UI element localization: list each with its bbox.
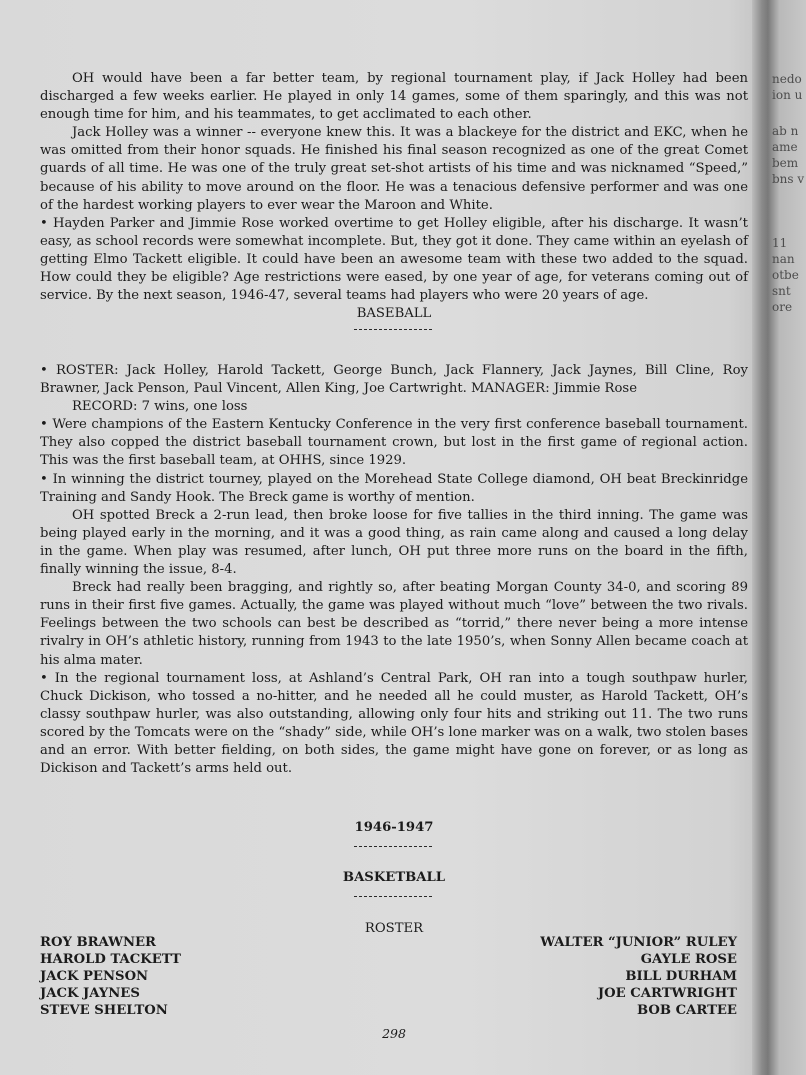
roster-name: STEVE SHELTON — [40, 1003, 168, 1018]
bullet-paragraph: • In winning the district tourney, played on the Morehead State College diamond, OH beat Breckinridge Training and Sandy Hook. The Breck game is worthy of mention. — [40, 471, 748, 505]
facing-page-fragment: bns v — [772, 172, 805, 186]
roster-name: HAROLD TACKETT — [40, 952, 181, 967]
season-heading: 1946-1947 — [354, 820, 434, 835]
roster-right-column — [500, 934, 737, 1019]
basketball-heading: BASKETBALL — [342, 870, 446, 885]
heading-rule — [354, 846, 432, 847]
roster-left-column — [40, 934, 181, 1019]
bullet-paragraph: • Were champions of the Eastern Kentucky Conference in the very first conference baseball tournament. They also copped the district baseball tournament crown, but lost in the first game of regional action. This was the first baseball team, at OHHS, since 1929. — [40, 417, 748, 469]
roster-name: WALTER “JUNIOR” RULEY — [540, 935, 737, 950]
facing-page-fragment: 11 — [772, 236, 788, 250]
facing-page-fragment: ame — [772, 140, 798, 154]
roster-name: BILL DURHAM — [625, 969, 737, 984]
bullet-paragraph: • Hayden Parker and Jimmie Rose worked overtime to get Holley eligible, after his discharge. It wasn’t easy, as school records were somewhat incomplete. But, they got it done. They came within an eyelash of getting Elmo Tackett eligible. It could have been an awesome team with these two added to the squad. How could they be eligible? Age restrictions were eased, by one year of age, for veterans coming out of service. By the next season, 1946-47, several teams had players who were 20 years of age. — [40, 215, 748, 304]
facing-page-fragment: bem — [772, 156, 799, 170]
roster-name: GAYLE ROSE — [640, 952, 737, 967]
intro-section — [40, 70, 748, 305]
facing-page-fragment: nan — [772, 252, 795, 266]
facing-page-fragment: ab n — [772, 124, 799, 138]
baseball-section — [40, 362, 748, 778]
facing-page-fragment: nedo — [772, 72, 802, 86]
baseball-roster: • ROSTER: Jack Holley, Harold Tackett, George Bunch, Jack Flannery, Jack Jaynes, Bill Cline, Roy Brawner, Jack Penson, Paul Vincent, Allen King, Joe Cartwright. MANAGER: Jimmie Rose — [40, 363, 748, 397]
roster-name: JOE CARTWRIGHT — [597, 986, 737, 1001]
roster-name: ROY BRAWNER — [40, 935, 157, 950]
paragraph: Breck had really been bragging, and rightly so, after beating Morgan County 34-0, and scoring 89 runs in their first five games. Actually, the game was played without much “love” between the two rivals. Feelings between the two schools can best be described as “torrid,” there never being a more intense rivalry in OH’s athletic history, running from 1943 to the late 1950’s, when Sonny Allen became coach at his alma mater. — [40, 580, 748, 668]
roster-name: JACK PENSON — [40, 969, 149, 984]
facing-page-fragment: snt — [772, 284, 791, 298]
baseball-record: RECORD: 7 wins, one loss — [72, 399, 248, 415]
roster-name: JACK JAYNES — [40, 986, 140, 1001]
facing-page-fragment: ion u — [772, 88, 803, 102]
facing-page-edge — [768, 0, 806, 1075]
roster-heading: ROSTER — [364, 921, 424, 936]
paragraph: Jack Holley was a winner -- everyone knew this. It was a blackeye for the district and EKC, when he was omitted from their honor squads. He finished his final season recognized as one of the great Comet guards of all time. He was one of the truly great set-shot artists of his time and was nicknamed “Speed,” because of his ability to move around on the floor. He was a tenacious defensive performer and was one of the hardest working players to ever wear the Maroon and White. — [40, 125, 748, 213]
page-number: 298 — [382, 1026, 406, 1041]
heading-rule — [354, 329, 432, 330]
roster-name: BOB CARTEE — [637, 1003, 737, 1018]
paragraph: OH would have been a far better team, by regional tournament play, if Jack Holley had been discharged a few weeks earlier. He played in only 14 games, some of them sparingly, and this was not enough time for him, and his teammates, to get acclimated to each other. — [40, 71, 748, 123]
paragraph: OH spotted Breck a 2-run lead, then broke loose for five tallies in the third inning. The game was being played early in the morning, and it was a good thing, as rain came along and caused a long delay in the game. When play was resumed, after lunch, OH put three more runs on the board in the fifth, finally winning the issue, 8-4. — [40, 507, 748, 578]
facing-page-fragment: otbe — [772, 268, 799, 282]
bullet-paragraph: • In the regional tournament loss, at Ashland’s Central Park, OH ran into a tough southpaw hurler, Chuck Dickison, who tossed a no-hitter, and he needed all he could muster, as Harold Tackett, OH’s classy southpaw hurler, was also outstanding, allowing only four hits and striking out 11. The two runs scored by the Tomcats were on the “shady” side, while OH’s lone marker was on a walk, two stolen bases and an error. With better fielding, on both sides, the game might have gone on forever, or as long as Dickison and Tackett’s arms held out. — [40, 670, 748, 777]
baseball-heading: BASEBALL — [356, 306, 432, 321]
heading-rule — [354, 896, 432, 897]
facing-page-fragment: ore — [772, 300, 793, 314]
